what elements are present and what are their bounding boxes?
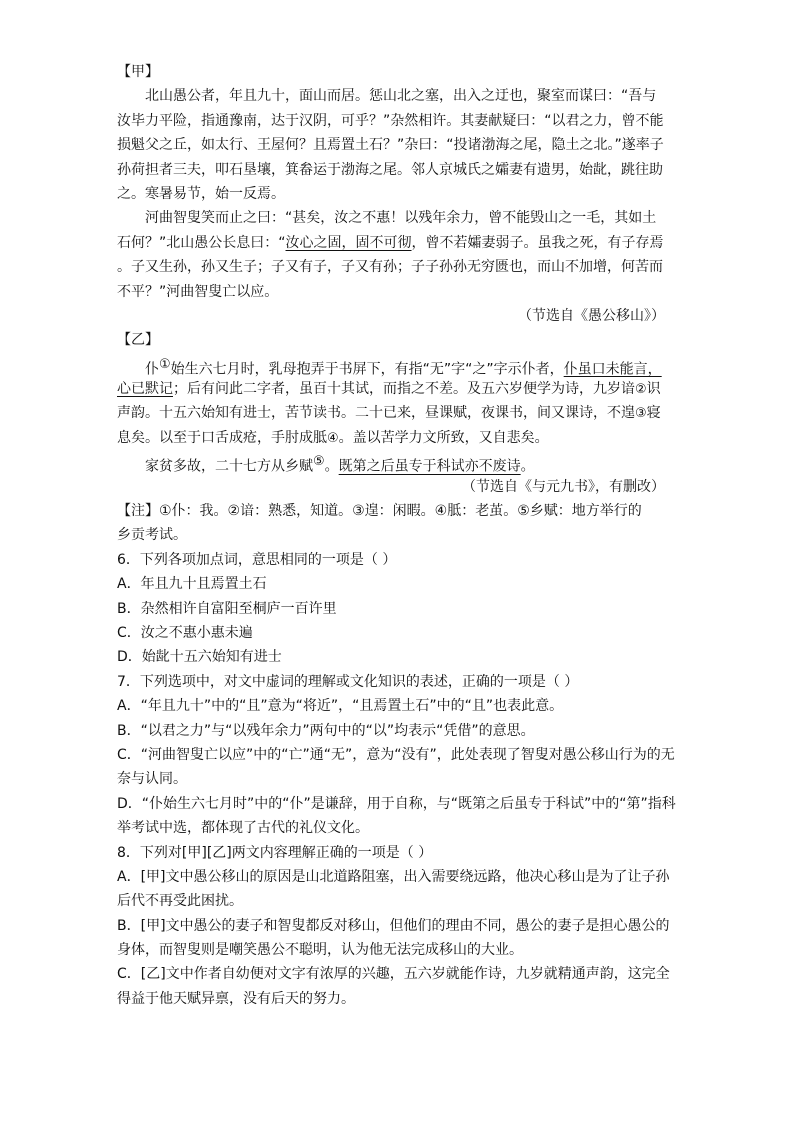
passage-b-line bbox=[117, 353, 677, 377]
question-option: B．杂然相许自富阳至桐庐一百许里 bbox=[117, 600, 337, 617]
underlined-sentence: 既第之后虽专于科试亦不废诗 bbox=[338, 458, 521, 475]
passage-b-line bbox=[117, 377, 677, 401]
text-span: 家贫多故，二十七方从乡赋 bbox=[145, 458, 313, 475]
text-span: 始生六七月时，乳母抱弄于书屏下，有指“无”字“之”字示仆者， bbox=[170, 361, 564, 378]
footnote-mark: ① bbox=[159, 356, 171, 372]
question-stem: 6．下列各项加点词，意思相同的一项是（ ） bbox=[117, 551, 397, 568]
text-span: 声韵。十五六始知有进士，苦节读书。二十已来，昼课赋，夜课书，间又课诗，不遑 bbox=[117, 405, 635, 422]
question-stem: 7．下列选项中，对文中虚词的理解或文化知识的表述，正确的一项是（ ） bbox=[117, 673, 579, 690]
passage-a-line: 孙荷担者三夫，叩石垦壤，箕畚运于渤海之尾。邻人京城氏之孀妻有遗男，始龀，跳往助 bbox=[117, 161, 663, 178]
underlined-sentence: 仆虽口未能言， bbox=[563, 361, 662, 378]
question-option: B．“以君之力”与“以残年余力”两句中的“以”均表示“凭借”的意思。 bbox=[117, 722, 535, 739]
passage-a-line: 损魁父之丘，如太行、王屋何？且焉置土石？”杂曰：“投诸渤海之尾，隐土之北。”遂率子 bbox=[117, 137, 664, 154]
question-option: D．始龀十五六始知有进士 bbox=[117, 649, 282, 666]
text-span: 寝 bbox=[646, 405, 661, 422]
question-option: 奈与认同。 bbox=[117, 771, 187, 788]
question-option: B．[甲]文中愚公的妻子和智叟都反对移山，但他们的理由不同，愚公的妻子是担心愚公的 bbox=[117, 917, 670, 934]
passage-a-source: （节选自《愚公移山》） bbox=[518, 307, 665, 324]
text-span: 。 bbox=[520, 458, 535, 475]
footnote-mark: ⑤ bbox=[313, 454, 325, 470]
notes-line: 【注】①仆：我。②谙：熟悉，知道。③遑：闲暇。④胝：老茧。⑤乡赋：地方举行的 bbox=[117, 503, 642, 520]
text-span: 。 bbox=[324, 458, 339, 475]
passage-a-label: 【甲】 bbox=[117, 64, 159, 80]
question-option: 身体，而智叟则是嘲笑愚公不聪明，认为他无法完成移山的大业。 bbox=[117, 942, 523, 959]
passage-a-line: 汝毕力平险，指通豫南，达于汉阴，可乎？”杂然相许。其妻献疑曰：“以君之力，曾不能 bbox=[117, 112, 664, 129]
footnote-mark: ② bbox=[635, 382, 647, 398]
passage-a-line bbox=[117, 231, 677, 255]
question-option: A．年且九十且焉置土石 bbox=[117, 576, 267, 593]
passage-b-line bbox=[117, 450, 677, 474]
document-page bbox=[117, 60, 677, 1011]
passage-b-line bbox=[117, 426, 677, 450]
text-span: ；后有问此二字者，虽百十其试，而指之不差。及五六岁便学为诗，九岁谙 bbox=[173, 381, 635, 398]
question-option: 得益于他天赋异禀，没有后天的努力。 bbox=[117, 990, 355, 1007]
text-span: 识 bbox=[646, 381, 661, 398]
passage-b-line bbox=[117, 401, 677, 425]
passage-a-line: 河曲智叟笑而止之曰：“甚矣，汝之不惠！以残年余力，曾不能毁山之一毛，其如土 bbox=[145, 210, 657, 227]
text-span: 息矣。以至于口舌成疮，手肘成胝 bbox=[117, 429, 327, 446]
text-span: 石何？”北山愚公长息曰：“ bbox=[117, 234, 286, 251]
question-option: A．[甲]文中愚公移山的原因是山北道路阻塞，出入需要绕远路，他决心移山是为了让子孙 bbox=[117, 868, 670, 885]
passage-a-line: 不平？”河曲智叟亡以应。 bbox=[117, 283, 279, 300]
question-option: A．“年且九十”中的“且”意为“将近”，“且焉置土石”中的“且”也表此意。 bbox=[117, 698, 564, 715]
underlined-sentence: 心已默记 bbox=[117, 381, 173, 398]
text-span: 仆 bbox=[145, 361, 159, 378]
notes-line: 乡贡考试。 bbox=[117, 527, 187, 544]
question-option: C．[乙]文中作者自幼便对文字有浓厚的兴趣，五六岁就能作诗，九岁就精通声韵，这完全 bbox=[117, 966, 670, 983]
question-option: D．“仆始生六七月时”中的“仆”是谦辞，用于自称，与“既第之后虽专于科试”中的“第”指科 bbox=[117, 795, 676, 812]
passage-a-line: 。子又生孙，孙又生子；子又有子，子又有孙；子子孙孙无穷匮也，而山不加增，何苦而 bbox=[117, 259, 663, 276]
question-option: C．汝之不惠小惠未遍 bbox=[117, 624, 253, 641]
underlined-sentence: 汝心之固，固不可彻 bbox=[285, 234, 412, 251]
question-option: C．“河曲智叟亡以应”中的“亡”通“无”，意为“没有”，此处表现了智叟对愚公移山行为的无 bbox=[117, 746, 675, 763]
question-option: 后代不再受此困扰。 bbox=[117, 893, 243, 910]
footnote-mark: ③ bbox=[635, 406, 647, 422]
text-span: ，曾不若孀妻弱子。虽我之死，有子存焉 bbox=[411, 234, 664, 251]
footnote-mark: ④ bbox=[327, 430, 339, 446]
question-stem: 8．下列对[甲][乙]两文内容理解正确的一项是（ ） bbox=[117, 844, 433, 861]
passage-b-source: （节选自《与元九书》，有删改） bbox=[462, 478, 665, 495]
passage-a-line: 北山愚公者，年且九十，面山而居。惩山北之塞，出入之迂也，聚室而谋曰：“吾与 bbox=[145, 88, 657, 105]
text-span: 。盖以苦学力文所致，又自悲矣。 bbox=[338, 429, 549, 446]
passage-a-line: 之。寒暑易节，始一反焉。 bbox=[117, 185, 285, 202]
passage-b-label: 【乙】 bbox=[117, 332, 159, 349]
question-option: 举考试中选，都体现了古代的礼仪文化。 bbox=[117, 820, 369, 837]
